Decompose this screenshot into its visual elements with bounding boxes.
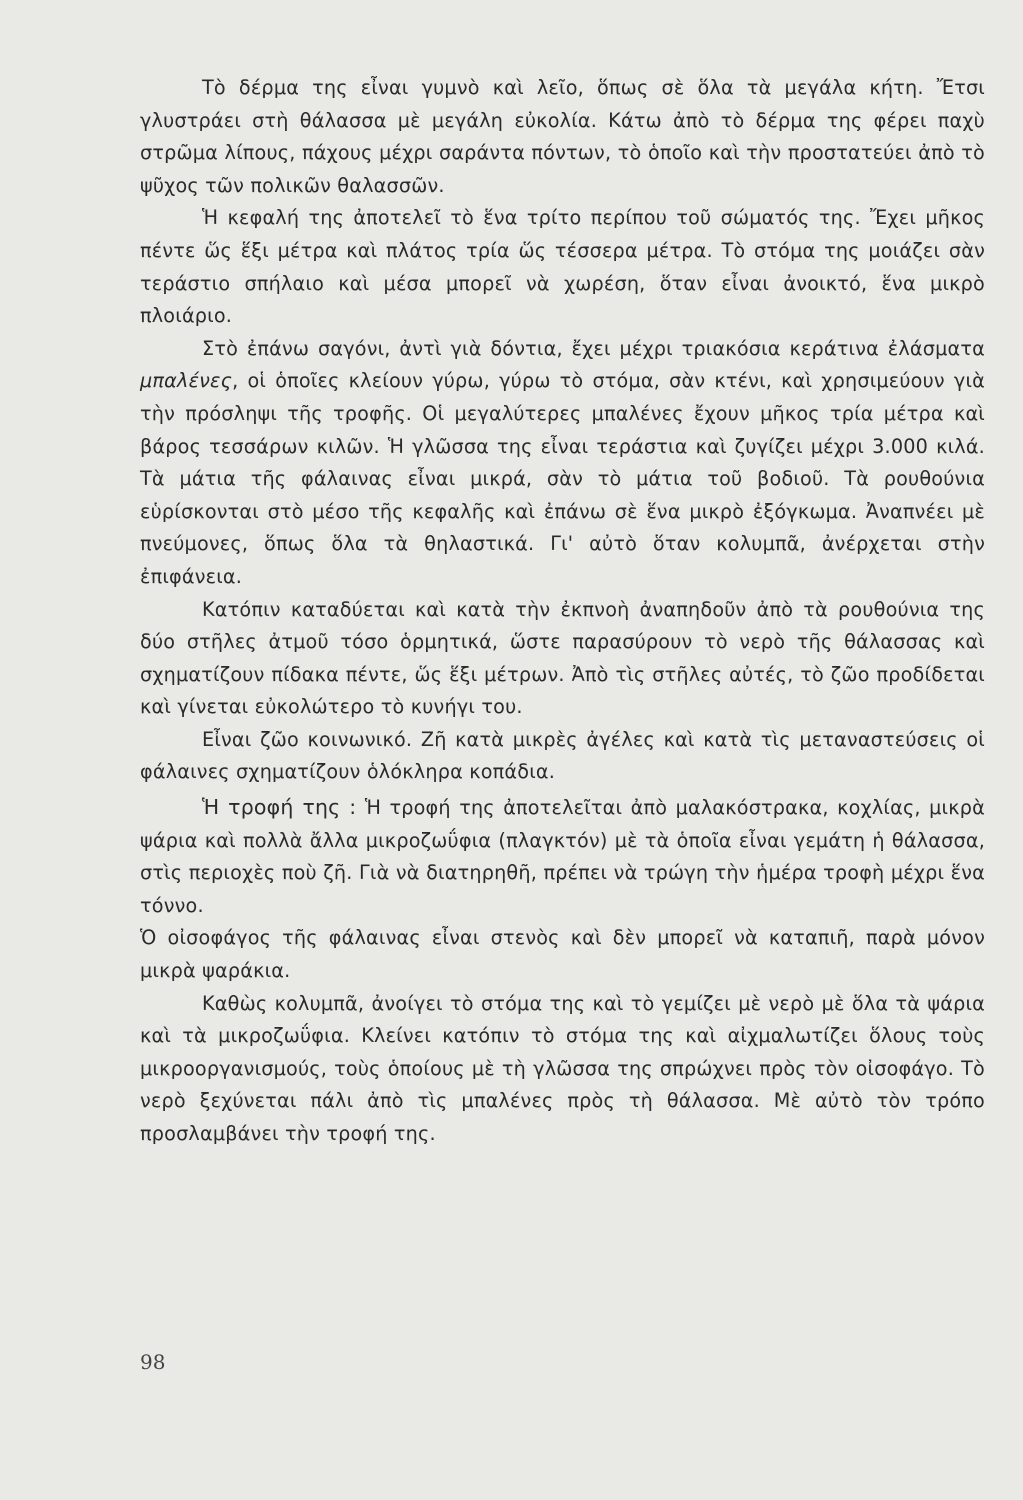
food-heading: Ἡ τροφή της :: [202, 795, 357, 820]
baleen-text-start: Στὸ ἐπάνω σαγόνι, ἀντὶ γιὰ δόντια, ἔχει μέχρι τριακόσια κεράτινα ἐλάσματα: [202, 336, 985, 360]
paragraph-breathing: Κατόπιν καταδύεται καὶ κατὰ τὴν ἐκπνοὴ ἀναπηδοῦν ἀπὸ τὰ ρουθούνια της δύο στῆλες ἀτμοῦ τόσο ὁρμητικά, ὥστε παρασύρουν τὸ νερὸ τῆς θάλασσας καὶ σχηματίζουν πίδακα πέντε, ὥς ἕξι μέτρων. Ἀπὸ τὶς στῆλες αὐτές, τὸ ζῶο προδίδεται καὶ γίνεται εὐκολώτερο τὸ κυνήγι του.: [140, 597, 985, 719]
baleen-term: μπαλένες: [140, 369, 233, 393]
paragraph-head: Ἡ κεφαλή της ἀποτελεῖ τὸ ἕνα τρίτο περίπου τοῦ σώματός της. Ἔχει μῆκος πέντε ὥς ἕξι μέτρα καὶ πλάτος τρία ὥς τέσσερα μέτρα. Τὸ στόμα της μοιάζει σὰν τεράστιο σπήλαιο καὶ μέσα μπορεῖ νὰ χωρέση, ὅταν εἶναι ἀνοικτό, ἕνα μικρὸ πλοιάριο.: [140, 206, 985, 328]
paragraph-social: Εἶναι ζῶο κοινωνικό. Ζῆ κατὰ μικρὲς ἀγέλες καὶ κατὰ τὶς μεταναστεύσεις οἱ φάλαινες σχηματίζουν ὁλόκληρα κοπάδια.: [140, 727, 985, 784]
paragraph-food: [140, 791, 985, 922]
paragraph-baleen: [140, 333, 985, 594]
baleen-text-end: , οἱ ὁποῖες κλείουν γύρω, γύρω τὸ στόμα, σὰν κτένι, καὶ χρησιμεύουν γιὰ τὴν πρόσληψι τῆς τροφῆς. Οἱ μεγαλύτερες μπαλένες ἔχουν μῆκος τρία μέτρα καὶ βάρος τεσσάρων κιλῶν. Ἡ γλῶσσα της εἶναι τεράστια καὶ ζυγίζει μέχρι 3.000 κιλά. Τὰ μάτια τῆς φάλαινας εἶναι μικρά, σὰν τὸ μάτια τοῦ βοδιοῦ. Τὰ ρουθούνια εὑρίσκονται στὸ μέσο τῆς κεφαλῆς καὶ ἐπάνω σὲ ἕνα μικρὸ ἐξόγκωμα. Ἀναπνέει μὲ πνεύμονες, ὅπως ὅλα τὰ θηλαστικά. Γι' αὐτὸ ὅταν κολυμπᾶ, ἀνέρχεται στὴν ἐπιφάνεια.: [140, 369, 985, 588]
page-number: 98: [140, 1350, 166, 1374]
paragraph-oesophagus: Ὁ οἰσοφάγος τῆς φάλαινας εἶναι στενὸς καὶ δὲν μπορεῖ νὰ καταπιῆ, παρὰ μόνον μικρὰ ψαράκια.: [140, 926, 985, 983]
paragraph-skin: Τὸ δέρμα της εἶναι γυμνὸ καὶ λεῖο, ὅπως σὲ ὅλα τὰ μεγάλα κήτη. Ἔτσι γλυστράει στὴ θάλασσα μὲ μεγάλη εὐκολία. Κάτω ἀπὸ τὸ δέρμα της φέρει παχὺ στρῶμα λίπους, πάχους μέχρι σαράντα πόντων, τὸ ὁποῖο καὶ τὴν προστατεύει ἀπὸ τὸ ψῦχος τῶν πολικῶν θαλασσῶν.: [140, 76, 985, 197]
body-text: [140, 72, 985, 1151]
paragraph-feeding: Καθὼς κολυμπᾶ, ἀνοίγει τὸ στόμα της καὶ τὸ γεμίζει μὲ νερὸ μὲ ὅλα τὰ ψάρια καὶ τὰ μικροζωΰφια. Κλείνει κατόπιν τὸ στόμα της καὶ αἰχμαλωτίζει ὅλους τοὺς μικροοργανισμούς, τοὺς ὁποίους μὲ τὴ γλῶσσα της σπρώχνει πρὸς τὸν οἰσοφάγο. Τὸ νερὸ ξεχύνεται πάλι ἀπὸ τὶς μπαλένες πρὸς τὴ θάλασσα. Μὲ αὐτὸ τὸν τρόπο προσλαμβάνει τὴν τροφή της.: [140, 991, 985, 1145]
food-text: Ἡ τροφή της ἀποτελεῖται ἀπὸ μαλακόστρακα, κοχλίας, μικρὰ ψάρια καὶ πολλὰ ἄλλα μικροζωΰφια (πλαγκτόν) μὲ τὰ ὁποῖα εἶναι γεμάτη ἡ θάλασσα, στὶς περιοχὲς ποὺ ζῆ. Γιὰ νὰ διατηρηθῆ, πρέπει νὰ τρώγη τὴν ἡμέρα τροφὴ μέχρι ἕνα τόννο.: [140, 796, 985, 917]
